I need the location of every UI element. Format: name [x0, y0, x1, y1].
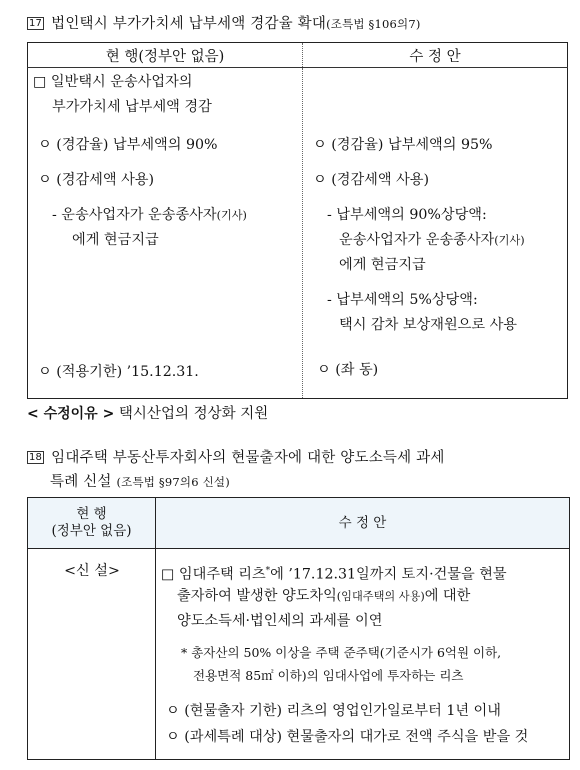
revised-column — [156, 549, 570, 760]
section-number: 17 — [29, 18, 43, 29]
comparison-table-17 — [27, 42, 568, 399]
main-line3: 양도소득세·법인세의 과세를 이연 — [177, 613, 383, 629]
current-column — [28, 549, 156, 760]
revised-column — [303, 68, 568, 399]
section-18-heading — [27, 446, 445, 467]
revised-payment1-line3: 에게 현금지급 — [339, 257, 426, 273]
reason-text: 택시산업의 정상화 지원 — [118, 406, 269, 422]
law-reference: (조특법 §97의6 신설) — [116, 475, 230, 489]
current-period: ㅇ (적용기한) ’15.12.31. — [38, 364, 199, 380]
revised-use: ㅇ (경감세액 사용) — [313, 172, 430, 188]
footnote-line1: * 총자산의 50% 이상을 주택 준주택(기준시가 6억원 이하, — [181, 645, 502, 660]
main-line1: □ 임대주택 리츠*에 ’17.12.31일까지 토지·건물을 현물 — [161, 566, 507, 583]
revision-reason — [27, 402, 268, 423]
table-header-row — [28, 43, 568, 68]
section-18-heading-line2 — [50, 470, 230, 491]
table-body-row — [28, 68, 568, 399]
new-label: <신 설> — [64, 563, 120, 579]
revised-rate: ㅇ (경감율) 납부세액의 95% — [313, 137, 493, 153]
column-header-revised: 수 정 안 — [303, 43, 568, 68]
section-title-line2: 특례 신설 — [50, 474, 112, 490]
section-title: 법인택시 부가가치세 납부세액 경감율 확대 — [51, 16, 327, 32]
main-line2: 출자하여 발생한 양도차익(임대주택의 사용)에 대한 — [177, 588, 471, 604]
footnote-line2: 전용면적 85㎡ 이하)의 임대사업에 투자하는 리츠 — [193, 668, 464, 683]
revised-payment1-line2: 운송사업자가 운송종사자(기사) — [339, 232, 525, 248]
bullet-target: ㅇ (과세특례 대상) 현물출자의 대가로 전액 주식을 받을 것 — [166, 729, 529, 745]
current-column — [28, 68, 303, 399]
revised-payment2-line1: - 납부세액의 5%상당액: — [327, 292, 478, 308]
column-header-current-line1: 현 행 — [76, 506, 107, 522]
revised-payment2-line2: 택시 감차 보상재원으로 사용 — [339, 317, 517, 333]
column-header-current — [28, 498, 156, 549]
current-payment-line2: 에게 현금지급 — [72, 232, 159, 248]
revised-payment1-line1: - 납부세액의 90%상당액: — [327, 207, 487, 223]
bullet-deadline: ㅇ (현물출자 기한) 리츠의 영업인가일로부터 1년 이내 — [166, 703, 501, 719]
current-payment-line1: - 운송사업자가 운송종사자(기사) — [52, 207, 247, 223]
law-reference: (조특법 §106의7) — [326, 17, 421, 31]
section-title-line1: 임대주택 부동산투자회사의 현물출자에 대한 양도소득세 과세 — [51, 450, 445, 466]
section-17-heading — [27, 12, 421, 33]
column-header-current: 현 행(정부안 없음) — [28, 43, 303, 68]
current-use: ㅇ (경감세액 사용) — [38, 172, 155, 188]
section-number: 18 — [29, 452, 43, 463]
current-box-line1: □ 일반택시 운송사업자의 — [33, 74, 193, 90]
current-box-line2: 부가가치세 납부세액 경감 — [52, 99, 212, 115]
table-header-row — [28, 498, 570, 549]
reason-label: < 수정이유 > — [27, 406, 115, 422]
column-header-current-line2: (정부안 없음) — [51, 523, 132, 539]
table-body-row — [28, 549, 570, 760]
current-rate: ㅇ (경감율) 납부세액의 90% — [38, 137, 218, 153]
comparison-table-18 — [27, 497, 570, 760]
column-header-revised: 수 정 안 — [156, 498, 570, 549]
revised-period: ㅇ (좌 동) — [317, 362, 379, 378]
